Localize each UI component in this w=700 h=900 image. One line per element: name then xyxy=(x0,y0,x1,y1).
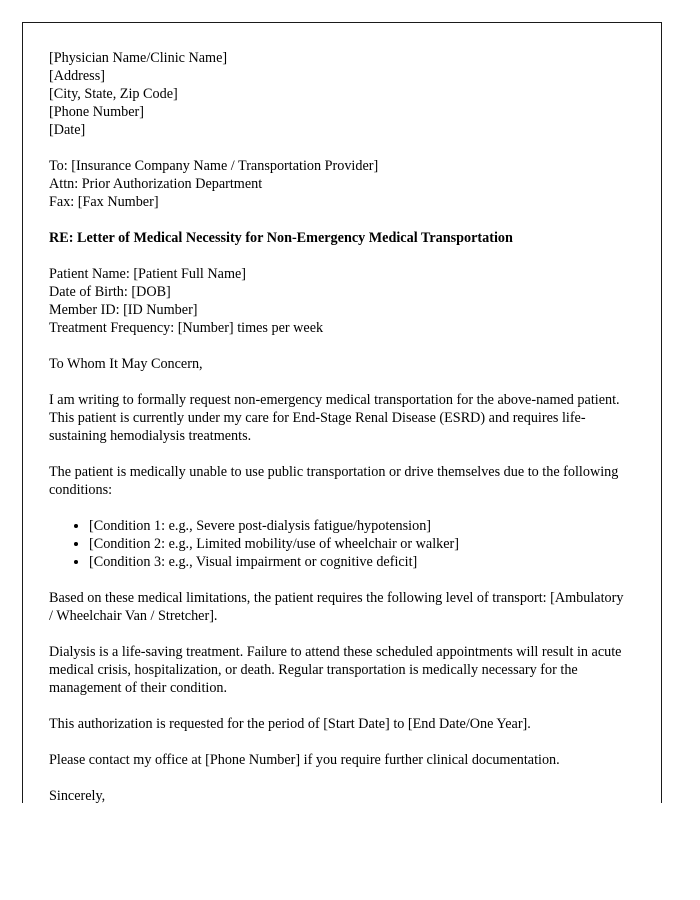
patient-dob-line: Date of Birth: [DOB] xyxy=(49,284,171,300)
patient-name-line: Patient Name: [Patient Full Name] xyxy=(49,266,247,282)
recipient-line-to: To: [Insurance Company Name / Transportation Provider] xyxy=(49,158,379,174)
patient-details-block xyxy=(49,265,647,337)
patient-treatment-frequency-line: Treatment Frequency: [Number] times per week xyxy=(49,320,324,336)
paragraph-contact: Please contact my office at [Phone Number] if you require further clinical documentation. xyxy=(49,752,560,768)
paragraph-justification: Dialysis is a life-saving treatment. Failure to attend these scheduled appointments will result in acute medical crisis, hospitalization, or death. Regular transportation is medically necessary for the management of their condition. xyxy=(49,644,622,696)
list-item: • [Condition 3: e.g., Visual impairment or cognitive deficit] xyxy=(89,553,647,571)
sender-line-date: [Date] xyxy=(49,122,86,138)
recipient-address-block xyxy=(49,157,647,211)
document-body xyxy=(23,23,661,805)
closing-signoff: Sincerely, xyxy=(49,788,106,804)
paragraph-conditions-intro: The patient is medically unable to use public transportation or drive themselves due to the following conditions: xyxy=(49,464,619,498)
subject-re-line: RE: Letter of Medical Necessity for Non-Emergency Medical Transportation xyxy=(49,230,513,246)
document-page xyxy=(22,22,662,803)
list-item: • [Condition 2: e.g., Limited mobility/use of wheelchair or walker] xyxy=(89,535,647,553)
salutation: To Whom It May Concern, xyxy=(49,356,203,372)
paragraph-transport-level: Based on these medical limitations, the patient requires the following level of transport: [Ambulatory / Wheelchair Van / Stretcher]. xyxy=(49,590,624,624)
recipient-line-attn: Attn: Prior Authorization Department xyxy=(49,176,263,192)
sender-line-address: [Address] xyxy=(49,68,105,84)
sender-line-phone: [Phone Number] xyxy=(49,104,144,120)
patient-member-id-line: Member ID: [ID Number] xyxy=(49,302,198,318)
recipient-line-fax: Fax: [Fax Number] xyxy=(49,194,159,210)
sender-address-block xyxy=(49,49,647,139)
sender-line-clinic: [Physician Name/Clinic Name] xyxy=(49,50,228,66)
list-item: • [Condition 1: e.g., Severe post-dialysis fatigue/hypotension] xyxy=(89,517,647,535)
conditions-list xyxy=(49,517,647,571)
sender-line-city-state-zip: [City, State, Zip Code] xyxy=(49,86,178,102)
paragraph-authorization-period: This authorization is requested for the period of [Start Date] to [End Date/One Year]. xyxy=(49,716,531,732)
paragraph-request: I am writing to formally request non-emergency medical transportation for the above-named patient. This patient is currently under my care for End-Stage Renal Disease (ESRD) and requires life-sustaining hemodialysis treatments. xyxy=(49,392,620,444)
